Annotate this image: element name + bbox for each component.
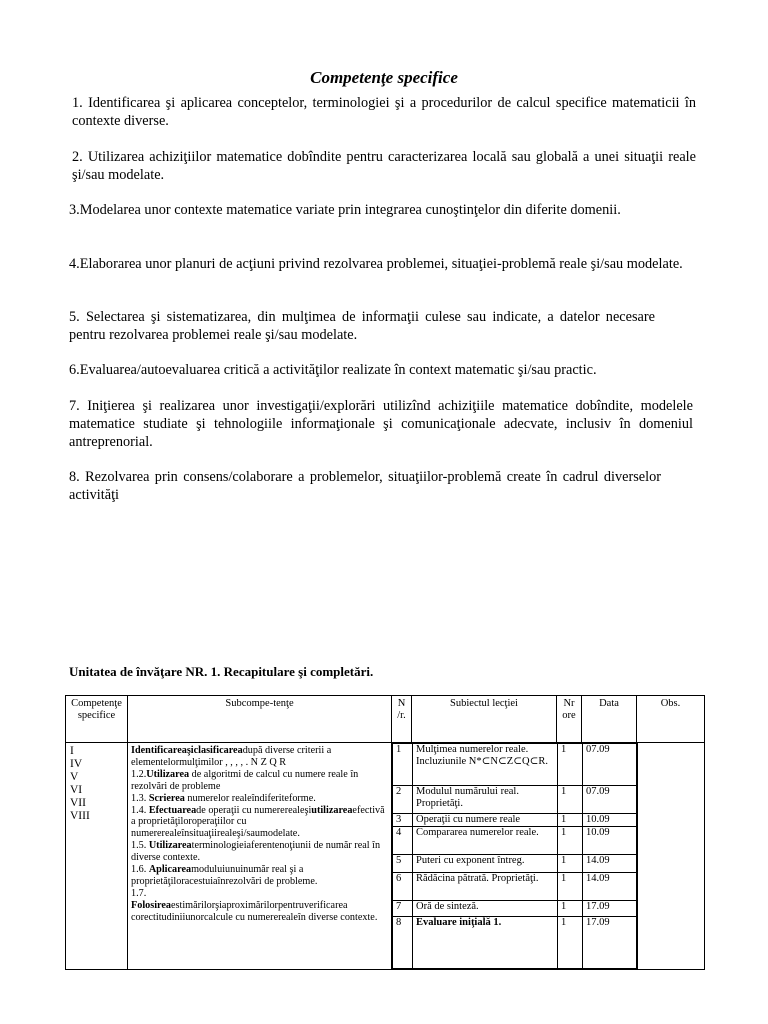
competence-number: 5. bbox=[69, 309, 80, 325]
competence-text: Elaborarea unor planuri de acţiuni privind rezolvarea problemei, situaţiei-problemă reale şi/sau modelate. bbox=[79, 256, 683, 272]
page-title: Competenţe specifice bbox=[310, 68, 458, 87]
competence-text: Utilizarea achiziţiilor matematice dobîndite pentru caracterizarea locală sau globală a unei situaţii reale şi/sau modelate. bbox=[72, 149, 696, 183]
subcompetence-1-5: 1.5. Utilizareaterminologieiaferentenoţiunii de număr real în diverse contexte. bbox=[131, 840, 381, 864]
subcompetence-1-1: Identificareaşiclasificareadupă diverse criterii a elementelormulţimilor , , , , . N Z Q R bbox=[131, 745, 332, 768]
competence-number: 7. bbox=[69, 398, 80, 414]
competence-4 bbox=[69, 255, 693, 273]
competence-roman: I bbox=[70, 745, 74, 757]
table-row bbox=[66, 743, 705, 970]
lesson-nr: 1 bbox=[393, 744, 413, 786]
lesson-subject: Operaţii cu numere reale bbox=[413, 814, 558, 827]
lesson-row bbox=[393, 814, 638, 827]
competence-text: Identificarea şi aplicarea conceptelor, terminologiei şi a procedurilor de calcul specifice matematicii în contexte diverse. bbox=[72, 95, 696, 129]
lesson-date: 14.09 bbox=[583, 855, 638, 873]
header-hours: Nr ore bbox=[557, 696, 582, 743]
lesson-row bbox=[393, 855, 638, 873]
lesson-nr: 7 bbox=[393, 901, 413, 917]
lesson-row bbox=[393, 827, 638, 855]
lesson-date: 07.09 bbox=[583, 744, 638, 786]
competence-list-cell bbox=[66, 743, 128, 970]
header-nr: N /r. bbox=[392, 696, 412, 743]
lesson-date: 14.09 bbox=[583, 873, 638, 901]
lessons-cell bbox=[392, 743, 637, 970]
table-header-row bbox=[66, 696, 705, 743]
lesson-row bbox=[393, 786, 638, 814]
subcompetence-1-2: 1.2.Utilizarea de algoritmi de calcul cu numere reale în rezolvări de probleme bbox=[131, 768, 359, 792]
competence-number: 4. bbox=[69, 256, 80, 272]
lesson-date: 10.09 bbox=[583, 827, 638, 855]
competence-text: Rezolvarea prin consens/colaborare a problemelor, situaţiilor-problemă create în cadrul diverselor activităţi bbox=[69, 469, 661, 503]
competence-number: 8. bbox=[69, 469, 80, 485]
competence-8 bbox=[69, 468, 661, 504]
subcompetence-1-4: 1.4. Efectuareade operaţii cu numererealeşiutilizareaefectivă a proprietăţiloroperaţiilor cu numererealeînsituaţiirealeşi/saumodelate. bbox=[131, 804, 385, 840]
subcompetence-1-7: 1.7. Folosireaestimărilorşiaproximărilorpentruverificarea corectitudiniiunorcalcule cu numererealeîn diverse contexte. bbox=[131, 887, 378, 923]
lesson-nr: 2 bbox=[393, 786, 413, 814]
header-competences: Competenţe specifice bbox=[66, 696, 128, 743]
lesson-subject: Oră de sinteză. bbox=[413, 901, 558, 917]
lesson-subject: Mulţimea numerelor reale. Incluziunile N*⊂N⊂Z⊂Q⊂R. bbox=[413, 744, 558, 786]
lesson-nr: 8 bbox=[393, 917, 413, 969]
lesson-row bbox=[393, 917, 638, 969]
competence-roman: VII bbox=[70, 797, 86, 809]
lesson-hours: 1 bbox=[558, 873, 583, 901]
competence-7 bbox=[69, 397, 693, 451]
competence-2 bbox=[72, 148, 696, 184]
lesson-plan-table bbox=[65, 695, 705, 970]
obs-cell bbox=[637, 743, 705, 970]
lesson-subject: Modulul numărului real. Proprietăţi. bbox=[413, 786, 558, 814]
lesson-date: 17.09 bbox=[583, 917, 638, 969]
lesson-subject: Rădăcina pătrată. Proprietăţi. bbox=[413, 873, 558, 901]
lesson-hours: 1 bbox=[558, 917, 583, 969]
subcompetence-1-6: 1.6. Aplicareamoduluiunuinumăr real şi a proprietăţiloracestuiaînrezolvări de probleme. bbox=[131, 864, 318, 887]
competence-text: Evaluarea/autoevaluarea critică a activităţilor realizate în context matematic şi/sau practic. bbox=[79, 362, 597, 378]
competence-number: 6. bbox=[69, 362, 80, 378]
header-obs: Obs. bbox=[637, 696, 705, 743]
competence-1 bbox=[72, 94, 696, 130]
lesson-hours: 1 bbox=[558, 901, 583, 917]
lesson-nr: 4 bbox=[393, 827, 413, 855]
competence-number: 1. bbox=[72, 95, 83, 111]
lesson-subject: Evaluare iniţială 1. bbox=[413, 917, 558, 969]
lesson-hours: 1 bbox=[558, 827, 583, 855]
competence-3 bbox=[69, 201, 653, 219]
header-date: Data bbox=[582, 696, 637, 743]
lesson-nr: 5 bbox=[393, 855, 413, 873]
header-subject: Subiectul lecţiei bbox=[412, 696, 557, 743]
subcompetences-cell bbox=[128, 743, 392, 970]
competence-number: 3. bbox=[69, 202, 80, 218]
competence-roman: VIII bbox=[70, 810, 90, 822]
competence-roman: IV bbox=[70, 758, 83, 770]
competence-5 bbox=[69, 308, 655, 344]
lesson-subject: Puteri cu exponent întreg. bbox=[413, 855, 558, 873]
competence-6 bbox=[69, 361, 677, 379]
competence-roman: V bbox=[70, 771, 79, 783]
lesson-nr: 3 bbox=[393, 814, 413, 827]
competence-text: Modelarea unor contexte matematice variate prin integrarea cunoştinţelor din diferite domenii. bbox=[79, 202, 621, 218]
header-subcompetences: Subcompe-tenţe bbox=[128, 696, 392, 743]
lessons-table bbox=[392, 743, 638, 969]
competence-text: Selectarea şi sistematizarea, din mulţimea de informaţii culese sau indicate, a datelor necesare pentru rezolvarea problemei reale şi/sau modelate. bbox=[69, 309, 656, 343]
lesson-date: 07.09 bbox=[583, 786, 638, 814]
competence-text: Iniţierea şi realizarea unor investigaţii/explorări utilizînd achiziţiile matematice dobîndite, modelele matematice studiate şi tehnologiile informaţionale şi comunicaţionale adecvate, inclusiv în domeniul antreprenorial. bbox=[69, 398, 694, 450]
competence-roman: VI bbox=[70, 784, 83, 796]
lesson-row bbox=[393, 873, 638, 901]
lesson-row bbox=[393, 744, 638, 786]
lesson-hours: 1 bbox=[558, 786, 583, 814]
lesson-date: 10.09 bbox=[583, 814, 638, 827]
lesson-subject: Compararea numerelor reale. bbox=[413, 827, 558, 855]
lesson-row bbox=[393, 901, 638, 917]
lesson-hours: 1 bbox=[558, 814, 583, 827]
competence-number: 2. bbox=[72, 149, 83, 165]
lesson-hours: 1 bbox=[558, 855, 583, 873]
lesson-nr: 6 bbox=[393, 873, 413, 901]
subcompetence-1-3: 1.3. Scrierea numerelor realeîndiferiteforme. bbox=[131, 792, 316, 804]
unit-heading: Unitatea de învăţare NR. 1. Recapitulare şi completări. bbox=[69, 664, 374, 679]
lesson-date: 17.09 bbox=[583, 901, 638, 917]
lesson-hours: 1 bbox=[558, 744, 583, 786]
